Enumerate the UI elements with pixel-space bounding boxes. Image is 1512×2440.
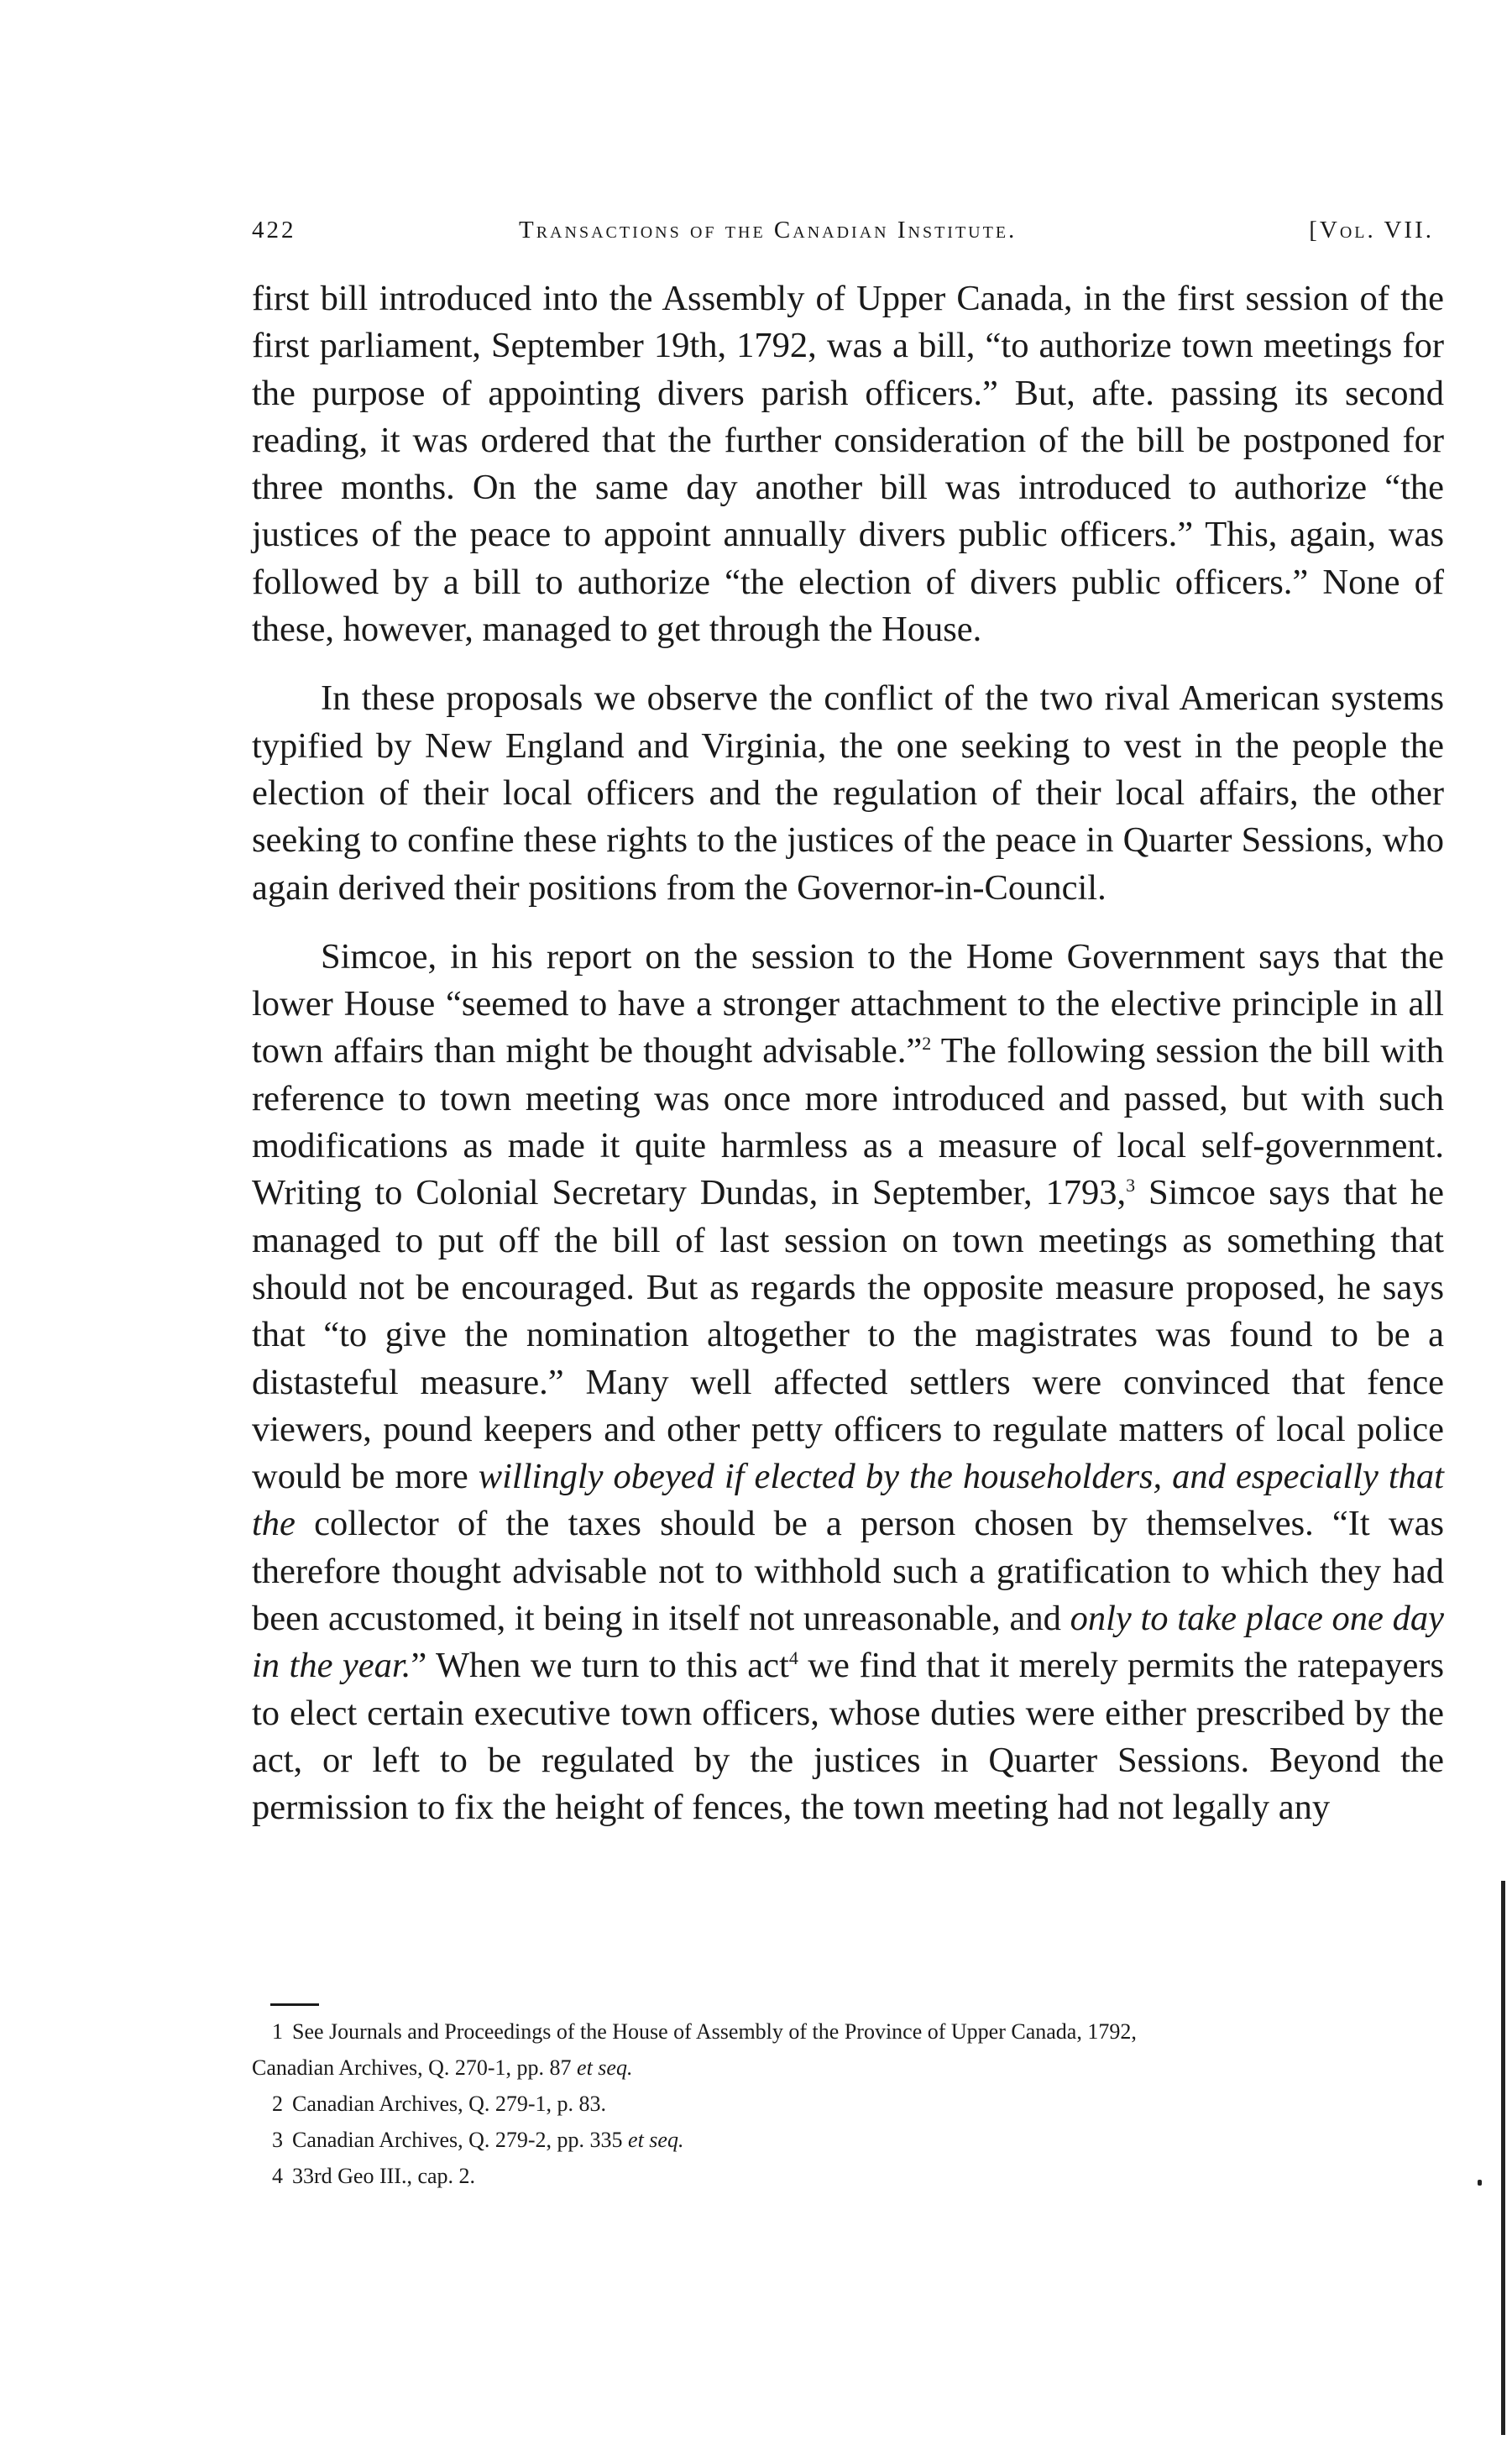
page-number: 422	[252, 217, 296, 243]
footnote-3-text-italic: et seq.	[628, 2128, 684, 2152]
footnote-ref-4[interactable]: 4	[788, 1647, 798, 1669]
body-text	[252, 275, 1444, 1832]
footnote-1-number: 1	[272, 2019, 283, 2044]
paragraph-3-text-f: we find that it merely permits the ratepayers to elect certain executive town officers, whose duties were either prescribed by the act, or left to be regulated by the justices in Quarter Sessions. Beyond the permission to fix the height of fences, the town meeting had not legally any	[252, 1646, 1444, 1828]
footnote-1-text-b: Canadian Archives, Q. 270-1, pp. 87	[252, 2055, 578, 2080]
paragraph-3-text-d: collector of the taxes should be a person chosen by themselves. “It was therefore thought advisable not to withhold such a gratification to which they had been accustomed, it being in itself not unreasonable, and	[252, 1504, 1444, 1639]
paragraph-3	[252, 934, 1444, 1832]
footnote-4-text: 33rd Geo III., cap. 2.	[292, 2164, 476, 2188]
paragraph-1-text: first bill introduced into the Assembly of Upper Canada, in the first session of the first parliament, September 19th, 1792, was a bill, “to authorize town meetings for the purpose of appointing divers parish officers.” But, afte. passing its second reading, it was ordered that the further consideration of the bill be postponed for three months. On the same day another bill was introduced to authorize “the justices of the peace to appoint annually divers public officers.” This, again, was followed by a bill to authorize “the election of divers public officers.” None of these, however, managed to get through the House.	[252, 279, 1444, 650]
scan-edge-line	[1501, 1881, 1505, 2435]
running-head	[252, 217, 1444, 250]
footnote-2-number: 2	[272, 2092, 283, 2116]
paragraph-3-text-a: Simcoe, in his report on the session to the Home Government says that the lower House “seemed to have a stronger attachment to the elective principle in all town affairs than might be thought advisable.”	[252, 936, 1444, 1071]
footnote-2-text: Canadian Archives, Q. 279-1, p. 83.	[292, 2092, 607, 2116]
paragraph-2	[252, 675, 1444, 911]
paragraph-1	[252, 275, 1444, 653]
footnote-2	[252, 2086, 1444, 2122]
footnote-1-text-a: See Journals and Proceedings of the House of Assembly of the Province of Upper Canada, 1792,	[292, 2019, 1137, 2044]
paragraph-3-text-c: Simcoe says that he managed to put off the bill of last session on town meetings as something that should not be encouraged. But as regards the opposite measure proposed, he says that “to give the nomination altogether to the magistrates was found to be a distasteful measure.” Many well affected settlers were convinced that fence viewers, pound keepers and other petty officers to regulate matters of local police would be more	[252, 1173, 1444, 1497]
paragraph-3-italic-2: only to take place one day in the year.	[252, 1599, 1444, 1686]
footnote-4-number: 4	[272, 2164, 283, 2188]
footnote-1-continued	[252, 2050, 1444, 2086]
volume-label: [Vol. VII.	[1309, 217, 1434, 243]
footnote-3-number: 3	[272, 2128, 283, 2152]
running-head-title: Transactions of the Canadian Institute.	[519, 217, 1018, 243]
footnote-ref-2[interactable]: 2	[922, 1033, 932, 1055]
footnotes	[252, 2013, 1444, 2194]
footnote-3	[252, 2122, 1444, 2158]
footnote-1-text-b-italic: et seq.	[577, 2055, 633, 2080]
paragraph-3-text-b: The following session the bill with reference to town meeting was once more introduced and passed, but with such modifications as made it quite harmless as a measure of local self-government. Writing to Colonial Secretary Dundas, in September, 1793,	[252, 1031, 1444, 1213]
paragraph-2-text: In these proposals we observe the conflict of the two rival American systems typified by New England and Virginia, the one seeking to vest in the people the election of their local officers and the regulation of their local affairs, the other seeking to confine these rights to the justices of the peace in Quarter Sessions, who again derived their positions from the Governor-in-Council.	[252, 678, 1444, 908]
paragraph-3-italic-1: willingly obeyed if elected by the householders, and especially that the	[252, 1457, 1444, 1544]
scan-speck	[1478, 2180, 1482, 2186]
footnote-4	[252, 2158, 1444, 2194]
footnote-ref-3[interactable]: 3	[1126, 1175, 1136, 1196]
footnote-divider	[270, 2003, 319, 2006]
paragraph-3-text-e: ” When we turn to this act	[411, 1646, 789, 1686]
footnote-1	[252, 2013, 1444, 2050]
footnote-3-text: Canadian Archives, Q. 279-2, pp. 335	[292, 2128, 629, 2152]
